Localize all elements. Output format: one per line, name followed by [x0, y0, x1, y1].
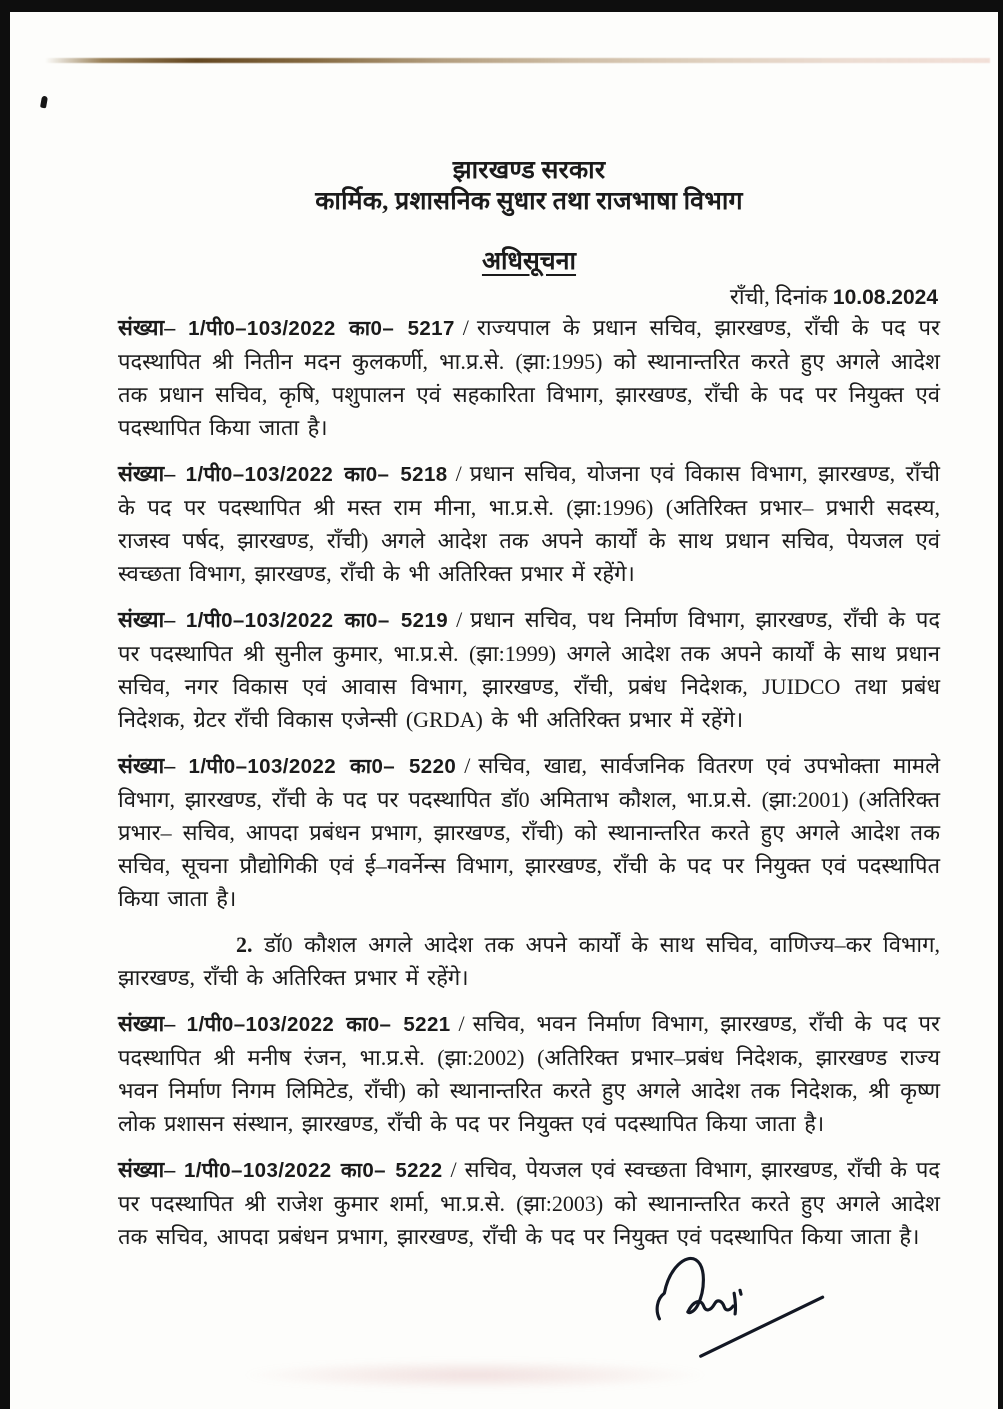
order-paragraph-5222 — [118, 1153, 940, 1253]
file-number: 1/पी0–103/2022 का0– 5221 — [186, 1013, 451, 1036]
sub-paragraph-number: 2. — [236, 932, 253, 957]
paragraph-text: प्रधान सचिव, पथ निर्माण विभाग, झारखण्ड, राँची के पद पर पदस्थापित श्री सुनील कुमार, भा.प्र.से. (झा:1999) अगले आदेश तक अपने कार्यों के साथ प्रधान सचिव, नगर विकास एवं आवास विभाग, झारखण्ड, राँची, प्रबंध निदेशक, JUIDCO तथा प्रबंध निदेशक, ग्रेटर राँची विकास एजेन्सी (GRDA) के भी अतिरिक्त प्रभार में रहेंगे। — [118, 607, 940, 732]
document-body — [10, 12, 998, 1266]
scan-border-left — [0, 0, 10, 1409]
file-number: 1/पी0–103/2022 का0– 5217 — [188, 317, 455, 340]
paragraph-label: संख्या– — [118, 461, 176, 486]
order-paragraph-5221 — [118, 1007, 940, 1140]
separator: / — [450, 1157, 457, 1182]
paragraph-text: राज्यपाल के प्रधान सचिव, झारखण्ड, राँची के पद पर पदस्थापित श्री नितीन मदन कुलकर्णी, भा.प्र.से. (झा:1995) को स्थानान्तरित करते हुए अगले आदेश तक प्रधान सचिव, कृषि, पशुपालन एवं सहकारिता विभाग, झारखण्ड, राँची के पद पर नियुक्त एवं पदस्थापित किया जाता है। — [118, 315, 940, 440]
separator: / — [462, 315, 469, 340]
scan-border-top — [0, 0, 1003, 12]
sub-paragraph-2 — [118, 928, 940, 994]
separator: / — [456, 607, 463, 632]
paragraph-text: सचिव, पेयजल एवं स्वच्छता विभाग, झारखण्ड, राँची के पद पर पदस्थापित श्री राजेश कुमार शर्मा, भा.प्र.से. (झा:2003) को स्थानान्तरित करते हुए अगले आदेश तक सचिव, आपदा प्रबंधन प्रभाग, झारखण्ड, राँची के पद पर नियुक्त एवं पदस्थापित किया जाता है। — [118, 1157, 940, 1249]
file-number: 1/पी0–103/2022 का0– 5222 — [183, 1159, 443, 1182]
paragraph-label: संख्या– — [118, 1011, 176, 1036]
separator: / — [455, 461, 462, 486]
order-paragraph-5219 — [118, 603, 940, 736]
scan-smudge — [240, 1360, 710, 1390]
place-date-line — [118, 281, 938, 311]
order-paragraph-5217 — [118, 311, 940, 444]
order-paragraph-5218 — [118, 457, 940, 590]
scan-border-right — [998, 0, 1003, 1409]
paragraph-text: प्रधान सचिव, योजना एवं विकास विभाग, झारखण्ड, राँची के पद पर पदस्थापित श्री मस्त राम मीना, भा.प्र.से. (झा:1996) (अतिरिक्त प्रभार– प्रभारी सदस्य, राजस्व पर्षद, झारखण्ड, राँची) अगले आदेश तक अपने कार्यों के साथ प्रधान सचिव, पेयजल एवं स्वच्छता विभाग, झारखण्ड, राँची के भी अतिरिक्त प्रभार में रहेंगे। — [118, 461, 941, 586]
file-number: 1/पी0–103/2022 का0– 5220 — [188, 755, 457, 778]
scanned-page — [10, 12, 998, 1409]
handwritten-signature-icon — [642, 1250, 842, 1368]
department-name: कार्मिक, प्रशासनिक सुधार तथा राजभाषा विभाग — [315, 188, 743, 215]
paragraph-label: संख्या– — [118, 315, 176, 340]
government-name: झारखण्ड सरकार — [452, 157, 606, 184]
separator: / — [464, 753, 471, 778]
date-value: 10.08.2024 — [832, 286, 938, 309]
order-paragraph-5220 — [118, 749, 940, 915]
separator: / — [458, 1011, 465, 1036]
paragraph-text: सचिव, खाद्य, सार्वजनिक वितरण एवं उपभोक्ता मामले विभाग, झारखण्ड, राँची के पद पर पदस्थापित डॉ0 अमिताभ कौशल, भा.प्र.से. (झा:2001) (अतिरिक्त प्रभार– सचिव, आपदा प्रबंधन प्रभाग, झारखण्ड, राँची) को स्थानान्तरित करते हुए अगले आदेश तक सचिव, सूचना प्रौद्योगिकी एवं ई–गवर्नेन्स विभाग, झारखण्ड, राँची के पद पर नियुक्त एवं पदस्थापित किया जाता है। — [118, 753, 940, 911]
notification-title: अधिसूचना — [481, 248, 577, 275]
place-label: राँची, दिनांक — [729, 284, 828, 309]
file-number: 1/पी0–103/2022 का0– 5219 — [185, 609, 449, 632]
paragraph-text: डॉ0 कौशल अगले आदेश तक अपने कार्यों के साथ सचिव, वाणिज्य–कर विभाग, झारखण्ड, राँची के अतिरिक्त प्रभार में रहेंगे। — [118, 932, 941, 990]
paragraph-label: संख्या– — [118, 607, 176, 632]
file-number: 1/पी0–103/2022 का0– 5218 — [185, 463, 448, 486]
paragraph-text: सचिव, भवन निर्माण विभाग, झारखण्ड, राँची के पद पर पदस्थापित श्री मनीष रंजन, भा.प्र.से. (झा:2002) (अतिरिक्त प्रभार–प्रबंध निदेशक, झारखण्ड राज्य भवन निर्माण निगम लिमिटेड, राँची) को स्थानान्तरित करते हुए अगले आदेश तक निदेशक, श्री कृष्ण लोक प्रशासन संस्थान, झारखण्ड, राँची के पद पर नियुक्त एवं पदस्थापित किया जाता है। — [118, 1011, 940, 1136]
paragraph-label: संख्या– — [118, 1157, 176, 1182]
paragraph-label: संख्या– — [118, 753, 176, 778]
